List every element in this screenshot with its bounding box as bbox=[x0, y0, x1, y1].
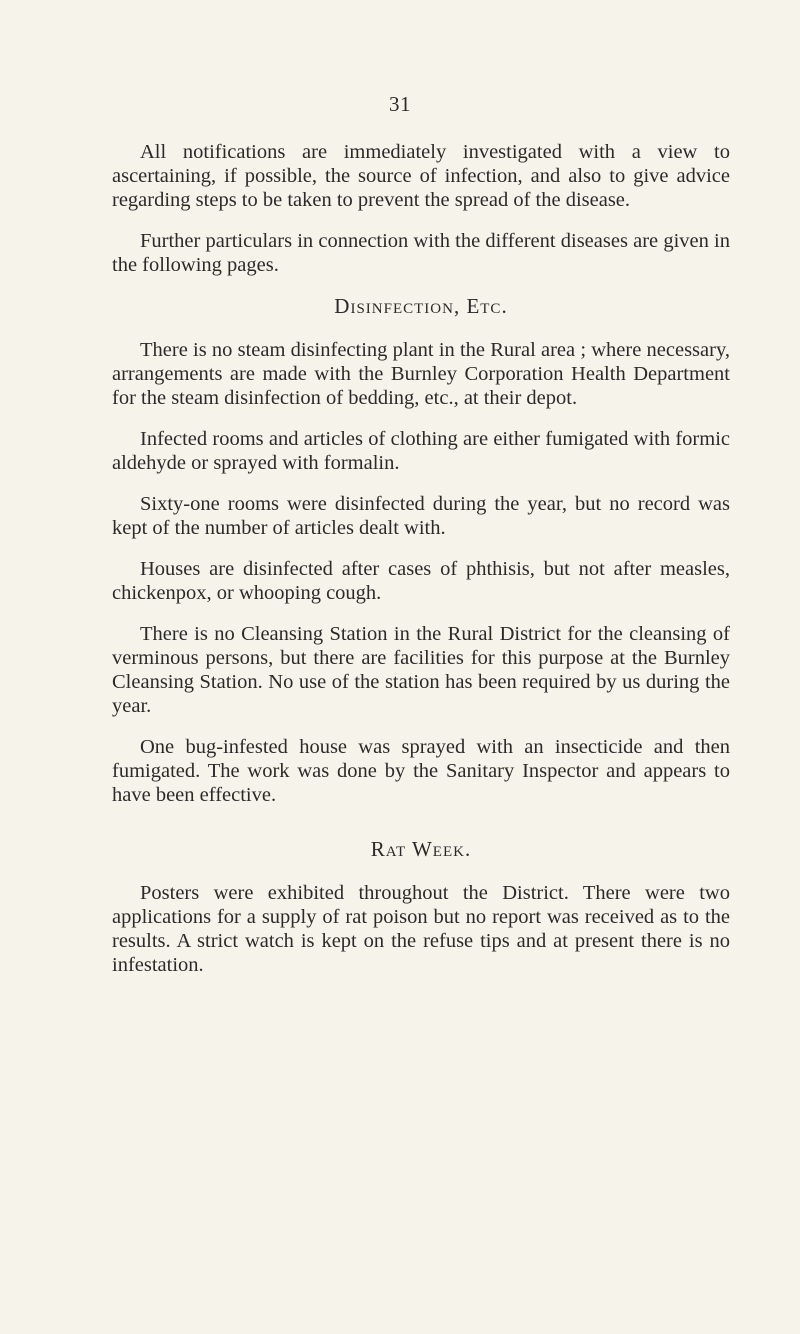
intro-paragraph-1: All notifications are immediately investigated with a view to ascertaining, if possible, the source of infection, and also to give advice regarding steps to be taken to prevent the spread of the disease. bbox=[112, 141, 730, 211]
disinfection-paragraph-5: There is no Cleansing Station in the Rural District for the cleansing of verminous persons, but there are facilities for this purpose at the Burnley Cleansing Station. No use of the station has been required by us during the year. bbox=[112, 623, 730, 717]
section-heading-disinfection: Disinfection, Etc. bbox=[334, 294, 508, 318]
disinfection-paragraph-3: Sixty-one rooms were disinfected during the year, but no record was kept of the number of articles dealt with. bbox=[112, 493, 730, 539]
section-rat-week bbox=[112, 837, 730, 977]
disinfection-paragraph-1: There is no steam disinfecting plant in the Rural area ; where necessary, arrangements are made with the Burnley Corporation Health Department for the steam disinfection of bedding, etc., at their depot. bbox=[112, 339, 730, 409]
rat-week-paragraph-1: Posters were exhibited throughout the District. There were two applications for a supply of rat poison but no report was received as to the results. A strict watch is kept on the refuse tips and at present there is no infestation. bbox=[112, 882, 730, 976]
disinfection-paragraph-2: Infected rooms and articles of clothing are either fumigated with formic aldehyde or sprayed with formalin. bbox=[112, 428, 730, 474]
disinfection-paragraph-4: Houses are disinfected after cases of phthisis, but not after measles, chickenpox, or whooping cough. bbox=[112, 558, 730, 604]
section-heading-rat-week: Rat Week. bbox=[370, 837, 472, 861]
page-number: 31 bbox=[389, 92, 411, 116]
disinfection-paragraph-6: One bug-infested house was sprayed with an insecticide and then fumigated. The work was done by the Sanitary Inspector and appears to have been effective. bbox=[112, 736, 730, 806]
section-disinfection bbox=[112, 294, 730, 807]
page-content bbox=[112, 140, 730, 994]
intro-paragraph-2: Further particulars in connection with the different diseases are given in the following pages. bbox=[112, 230, 730, 276]
